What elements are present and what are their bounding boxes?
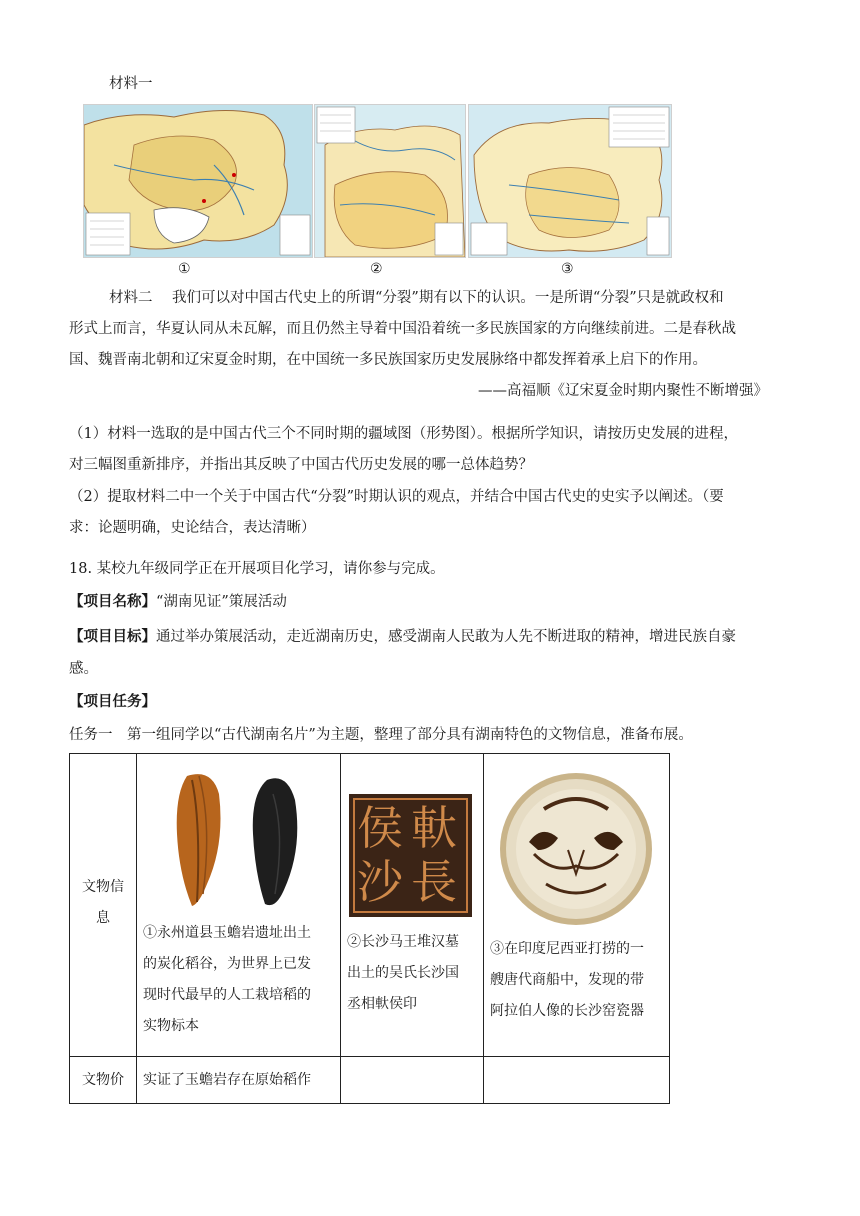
artifact-cell-seal bbox=[341, 754, 484, 1057]
rice-caption-2: 的炭化稻谷，为世界上已发 bbox=[143, 956, 311, 972]
q18-heading: 18. 某校九年级同学正在开展项目化学习，请你参与完成。 bbox=[69, 561, 445, 577]
map-label-3: ③ bbox=[561, 261, 574, 277]
material1-label: 材料一 bbox=[109, 76, 153, 92]
seal-char-2: 長 bbox=[411, 855, 457, 909]
porcelain-caption-1: ③在印度尼西亚打捞的一 bbox=[490, 941, 644, 957]
seal-caption-3: 丞相軑侯印 bbox=[347, 996, 417, 1012]
map-label-2: ② bbox=[370, 261, 383, 277]
porcelain-caption-2: 艘唐代商船中，发现的带 bbox=[490, 972, 644, 988]
seal-caption-2: 出土的吴氏长沙国 bbox=[347, 965, 459, 981]
table-row-info bbox=[70, 754, 670, 1057]
project-name-key: 【项目名称】 bbox=[69, 593, 156, 610]
row-label-info bbox=[70, 754, 137, 1057]
seal-char-4: 沙 bbox=[357, 855, 403, 909]
song-territory-map bbox=[314, 104, 466, 258]
seal-caption-1: ②长沙马王堆汉墓 bbox=[347, 934, 459, 950]
rice-value-text: 实证了玉蟾岩存在原始稻作 bbox=[143, 1072, 311, 1088]
table-row-value bbox=[70, 1057, 670, 1104]
changsha-porcelain-image bbox=[484, 754, 668, 934]
row-label-info-a: 文物信 bbox=[82, 879, 124, 895]
material2-source: ——高福顺《辽宋夏金时期内聚性不断增强》 bbox=[478, 383, 768, 399]
porcelain-caption-3: 阿拉伯人像的长沙窑瓷器 bbox=[490, 1003, 644, 1019]
tang-territory-map bbox=[83, 104, 313, 258]
project-tasks-key: 【项目任务】 bbox=[69, 693, 156, 710]
rice-caption-1: ①永州道县玉蟾岩遗址出土 bbox=[143, 925, 311, 941]
project-goal-line1: 通过举办策展活动，走近湖南历史，感受湖南人民敢为人先不断进取的精神，增进民族自豪 bbox=[156, 629, 736, 645]
value-cell-porcelain bbox=[484, 1057, 670, 1104]
project-goal-line2: 感。 bbox=[69, 661, 98, 677]
row-label-value-text: 文物价 bbox=[82, 1072, 124, 1088]
q2-line1: （2）提取材料二中一个关于中国古代“分裂”时期认识的观点，并结合中国古代史的史实予以阐述。（要 bbox=[69, 489, 724, 505]
artifact-cell-porcelain bbox=[484, 754, 670, 1057]
project-goal-key: 【项目目标】 bbox=[69, 628, 156, 645]
rice-caption-4: 实物标本 bbox=[143, 1018, 199, 1034]
carbonized-rice-image bbox=[137, 754, 339, 916]
value-cell-seal bbox=[341, 1057, 484, 1104]
artifact-cell-rice bbox=[137, 754, 341, 1057]
material2-label: 材料二 bbox=[109, 290, 153, 306]
seal-char-1: 軑 bbox=[411, 801, 457, 855]
row-label-info-b: 息 bbox=[96, 910, 110, 926]
task1-intro: 任务一 第一组同学以“古代湖南名片”为主题，整理了部分具有湖南特色的文物信息，准备布展。 bbox=[69, 727, 693, 743]
row-label-value bbox=[70, 1057, 137, 1104]
artifact-table bbox=[69, 753, 670, 1104]
q1-line2: 对三幅图重新排序，并指出其反映了中国古代历史发展的哪一总体趋势？ bbox=[69, 457, 533, 473]
material2-line2: 形式上而言，华夏认同从未瓦解，而且仍然主导着中国沿着统一多民族国家的方向继续前进。二是春秋战 bbox=[69, 321, 736, 337]
rice-caption-3: 现时代最早的人工栽培稻的 bbox=[143, 987, 311, 1003]
project-name-value: “湖南见证”策展活动 bbox=[156, 594, 287, 610]
material2-line1: 我们可以对中国古代史上的所谓“分裂”期有以下的认识。一是所谓“分裂”只是就政权和 bbox=[172, 290, 724, 306]
map-label-1: ① bbox=[178, 261, 191, 277]
qing-territory-map bbox=[468, 104, 672, 258]
q1-line1: （1）材料一选取的是中国古代三个不同时期的疆域图（形势图）。根据所学知识，请按历史发展的进程， bbox=[69, 426, 738, 442]
material2-line3: 国、魏晋南北朝和辽宋夏金时期，在中国统一多民族国家历史发展脉络中都发挥着承上启下的作用。 bbox=[69, 352, 707, 368]
q2-line2: 求：论题明确，史论结合，表达清晰） bbox=[69, 520, 316, 536]
seal-image bbox=[349, 794, 472, 917]
value-cell-rice bbox=[137, 1057, 341, 1104]
seal-char-3: 侯 bbox=[357, 801, 403, 855]
